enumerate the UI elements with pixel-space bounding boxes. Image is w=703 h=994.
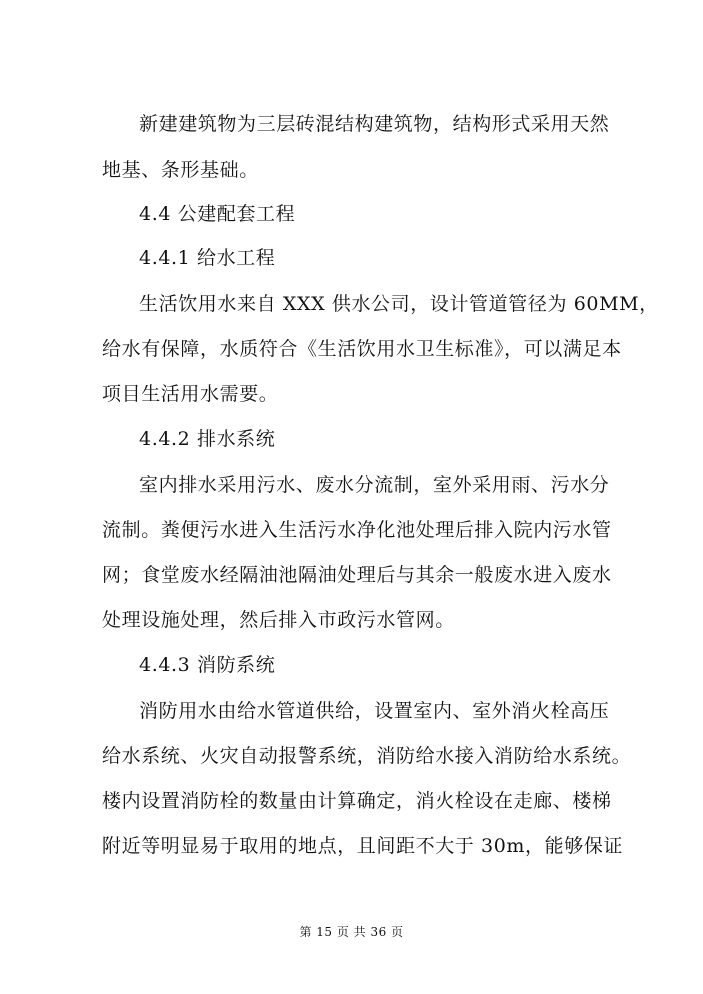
subsection-heading: 4.4.2 排水系统 xyxy=(139,428,276,450)
paragraph-line: 网；食堂废水经隔油池隔油处理后与其余一般废水进入废水 xyxy=(102,564,612,586)
paragraph-line: 地基、条形基础。 xyxy=(102,159,259,181)
paragraph-line: 室内排水采用污水、废水分流制，室外采用雨、污水分 xyxy=(139,474,610,496)
paragraph-line: 消防用水由给水管道供给，设置室内、室外消火栓高压 xyxy=(139,700,610,722)
page-number-footer: 第 15 页 共 36 页 xyxy=(299,925,404,939)
subsection-heading: 4.4.3 消防系统 xyxy=(139,654,276,676)
paragraph-line: 给水系统、火灾自动报警系统，消防给水接入消防给水系统。 xyxy=(102,745,632,767)
paragraph-line: 楼内设置消防栓的数量由计算确定，消火栓设在走廊、楼梯 xyxy=(102,790,612,812)
paragraph-line: 给水有保障，水质符合《生活饮用水卫生标准》，可以满足本 xyxy=(102,338,622,360)
section-heading: 4.4 公建配套工程 xyxy=(139,203,296,225)
paragraph-line: 生活饮用水来自 XXX 供水公司，设计管道管径为 60MM， xyxy=(139,293,659,315)
paragraph-line: 流制。粪便污水进入生活污水净化池处理后排入院内污水管 xyxy=(102,519,612,541)
paragraph-line: 项目生活用水需要。 xyxy=(102,383,279,405)
paragraph-line: 附近等明显易于取用的地点，且间距不大于 30m，能够保证 xyxy=(102,835,624,857)
paragraph-line: 处理设施处理，然后排入市政污水管网。 xyxy=(102,609,455,631)
subsection-heading: 4.4.1 给水工程 xyxy=(139,247,276,269)
paragraph-line: 新建建筑物为三层砖混结构建筑物，结构形式采用天然 xyxy=(139,113,610,135)
